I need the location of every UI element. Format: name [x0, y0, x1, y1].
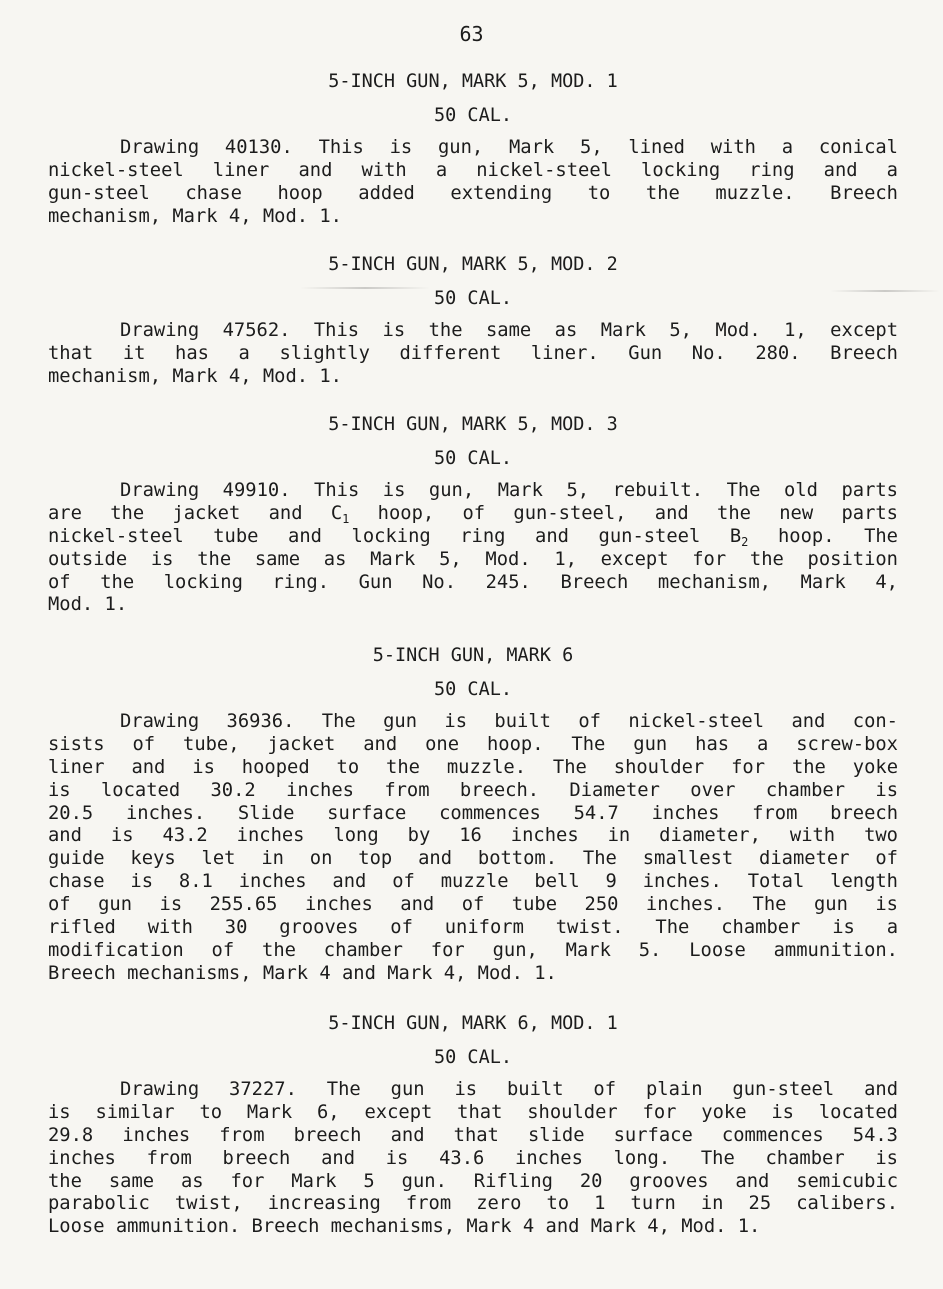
- section-mark-6-mod-1: [48, 1012, 898, 1239]
- section-subheading: 50 CAL.: [434, 679, 512, 700]
- text-line: modification of the chamber for gun, Mark 5. Loose ammunition.: [48, 939, 898, 961]
- text-line: gun-steel chase hoop added extending to the muzzle. Breech: [48, 182, 898, 204]
- section-heading: 5-INCH GUN, MARK 6: [372, 645, 574, 666]
- text-line: parabolic twist, increasing from zero to 1 turn in 25 calibers.: [48, 1193, 898, 1215]
- section-body: [48, 480, 898, 617]
- text-line: Breech mechanisms, Mark 4 and Mark 4, Mod. 1.: [48, 962, 557, 984]
- section-subheading: 50 CAL.: [434, 1047, 512, 1068]
- section-mark-6: [48, 644, 898, 986]
- text-line: Loose ammunition. Breech mechanisms, Mark 4 and Mark 4, Mod. 1.: [48, 1216, 761, 1238]
- text-line: and is 43.2 inches long by 16 inches in diameter, with two: [48, 825, 898, 847]
- page-number: 63: [459, 22, 484, 46]
- text-line: nickel-steel tube and locking ring and gun-steel $B_2$ hoop. The: [48, 525, 898, 549]
- text-line: Drawing 40130. This is gun, Mark 5, lined with a conical: [120, 137, 898, 158]
- scan-streak: [830, 290, 940, 292]
- text-line: 20.5 inches. Slide surface commences 54.7 inches from breech: [48, 802, 898, 824]
- text-line: outside is the same as Mark 5, Mod. 1, except for the position: [48, 548, 898, 570]
- text-line: nickel-steel liner and with a nickel-steel locking ring and a: [48, 159, 898, 181]
- section-body: [48, 320, 898, 389]
- text-line: 29.8 inches from breech and that slide surface commences 54.3: [48, 1124, 898, 1146]
- text-line: of the locking ring. Gun No. 245. Breech mechanism, Mark 4,: [48, 571, 898, 593]
- section-mark-5-mod-1: [48, 70, 898, 229]
- text-line: Mod. 1.: [48, 594, 128, 616]
- scan-streak: [300, 287, 430, 289]
- section-heading: 5-INCH GUN, MARK 5, MOD. 1: [328, 71, 618, 92]
- text-line: Drawing 49910. This is gun, Mark 5, rebuilt. The old parts: [120, 480, 898, 501]
- text-line: Drawing 47562. This is the same as Mark 5, Mod. 1, except: [120, 320, 898, 341]
- text-line: chase is 8.1 inches and of muzzle bell 9 inches. Total length: [48, 871, 898, 893]
- text-line: Drawing 36936. The gun is built of nickel-steel and con-: [120, 711, 898, 732]
- text-line: is similar to Mark 6, except that shoulder for yoke is located: [48, 1101, 898, 1123]
- section-heading: 5-INCH GUN, MARK 5, MOD. 2: [328, 254, 618, 275]
- subscript: 2: [741, 534, 749, 549]
- text-line: mechanism, Mark 4, Mod. 1.: [48, 365, 342, 387]
- text-line: that it has a slightly different liner. Gun No. 280. Breech: [48, 342, 898, 364]
- subscript: 1: [342, 511, 350, 526]
- text-line: guide keys let in on top and bottom. The smallest diameter of: [48, 848, 898, 870]
- section-heading: 5-INCH GUN, MARK 5, MOD. 3: [328, 414, 618, 435]
- text-line: Drawing 37227. The gun is built of plain gun-steel and: [120, 1079, 898, 1100]
- section-heading: 5-INCH GUN, MARK 6, MOD. 1: [328, 1013, 618, 1034]
- text-line: sists of tube, jacket and one hoop. The gun has a screw-box: [48, 733, 898, 755]
- text-line: is located 30.2 inches from breech. Diameter over chamber is: [48, 779, 898, 801]
- section-body: [48, 1079, 898, 1239]
- text-line: liner and is hooped to the muzzle. The shoulder for the yoke: [48, 756, 898, 778]
- section-body: [48, 711, 898, 986]
- text-line: of gun is 255.65 inches and of tube 250 inches. The gun is: [48, 894, 898, 916]
- section-subheading: 50 CAL.: [434, 288, 512, 309]
- text-line: inches from breech and is 43.6 inches long. The chamber is: [48, 1147, 898, 1169]
- text-line: mechanism, Mark 4, Mod. 1.: [48, 205, 342, 227]
- section-mark-5-mod-3: [48, 413, 898, 617]
- section-body: [48, 137, 898, 229]
- section-subheading: 50 CAL.: [434, 448, 512, 469]
- text-line: are the jacket and $C_1$ hoop, of gun-steel, and the new parts: [48, 502, 898, 526]
- text-line: the same as for Mark 5 gun. Rifling 20 grooves and semicubic: [48, 1170, 898, 1192]
- section-mark-5-mod-2: [48, 253, 898, 389]
- text-line: rifled with 30 grooves of uniform twist. The chamber is a: [48, 917, 898, 939]
- section-subheading: 50 CAL.: [434, 105, 512, 126]
